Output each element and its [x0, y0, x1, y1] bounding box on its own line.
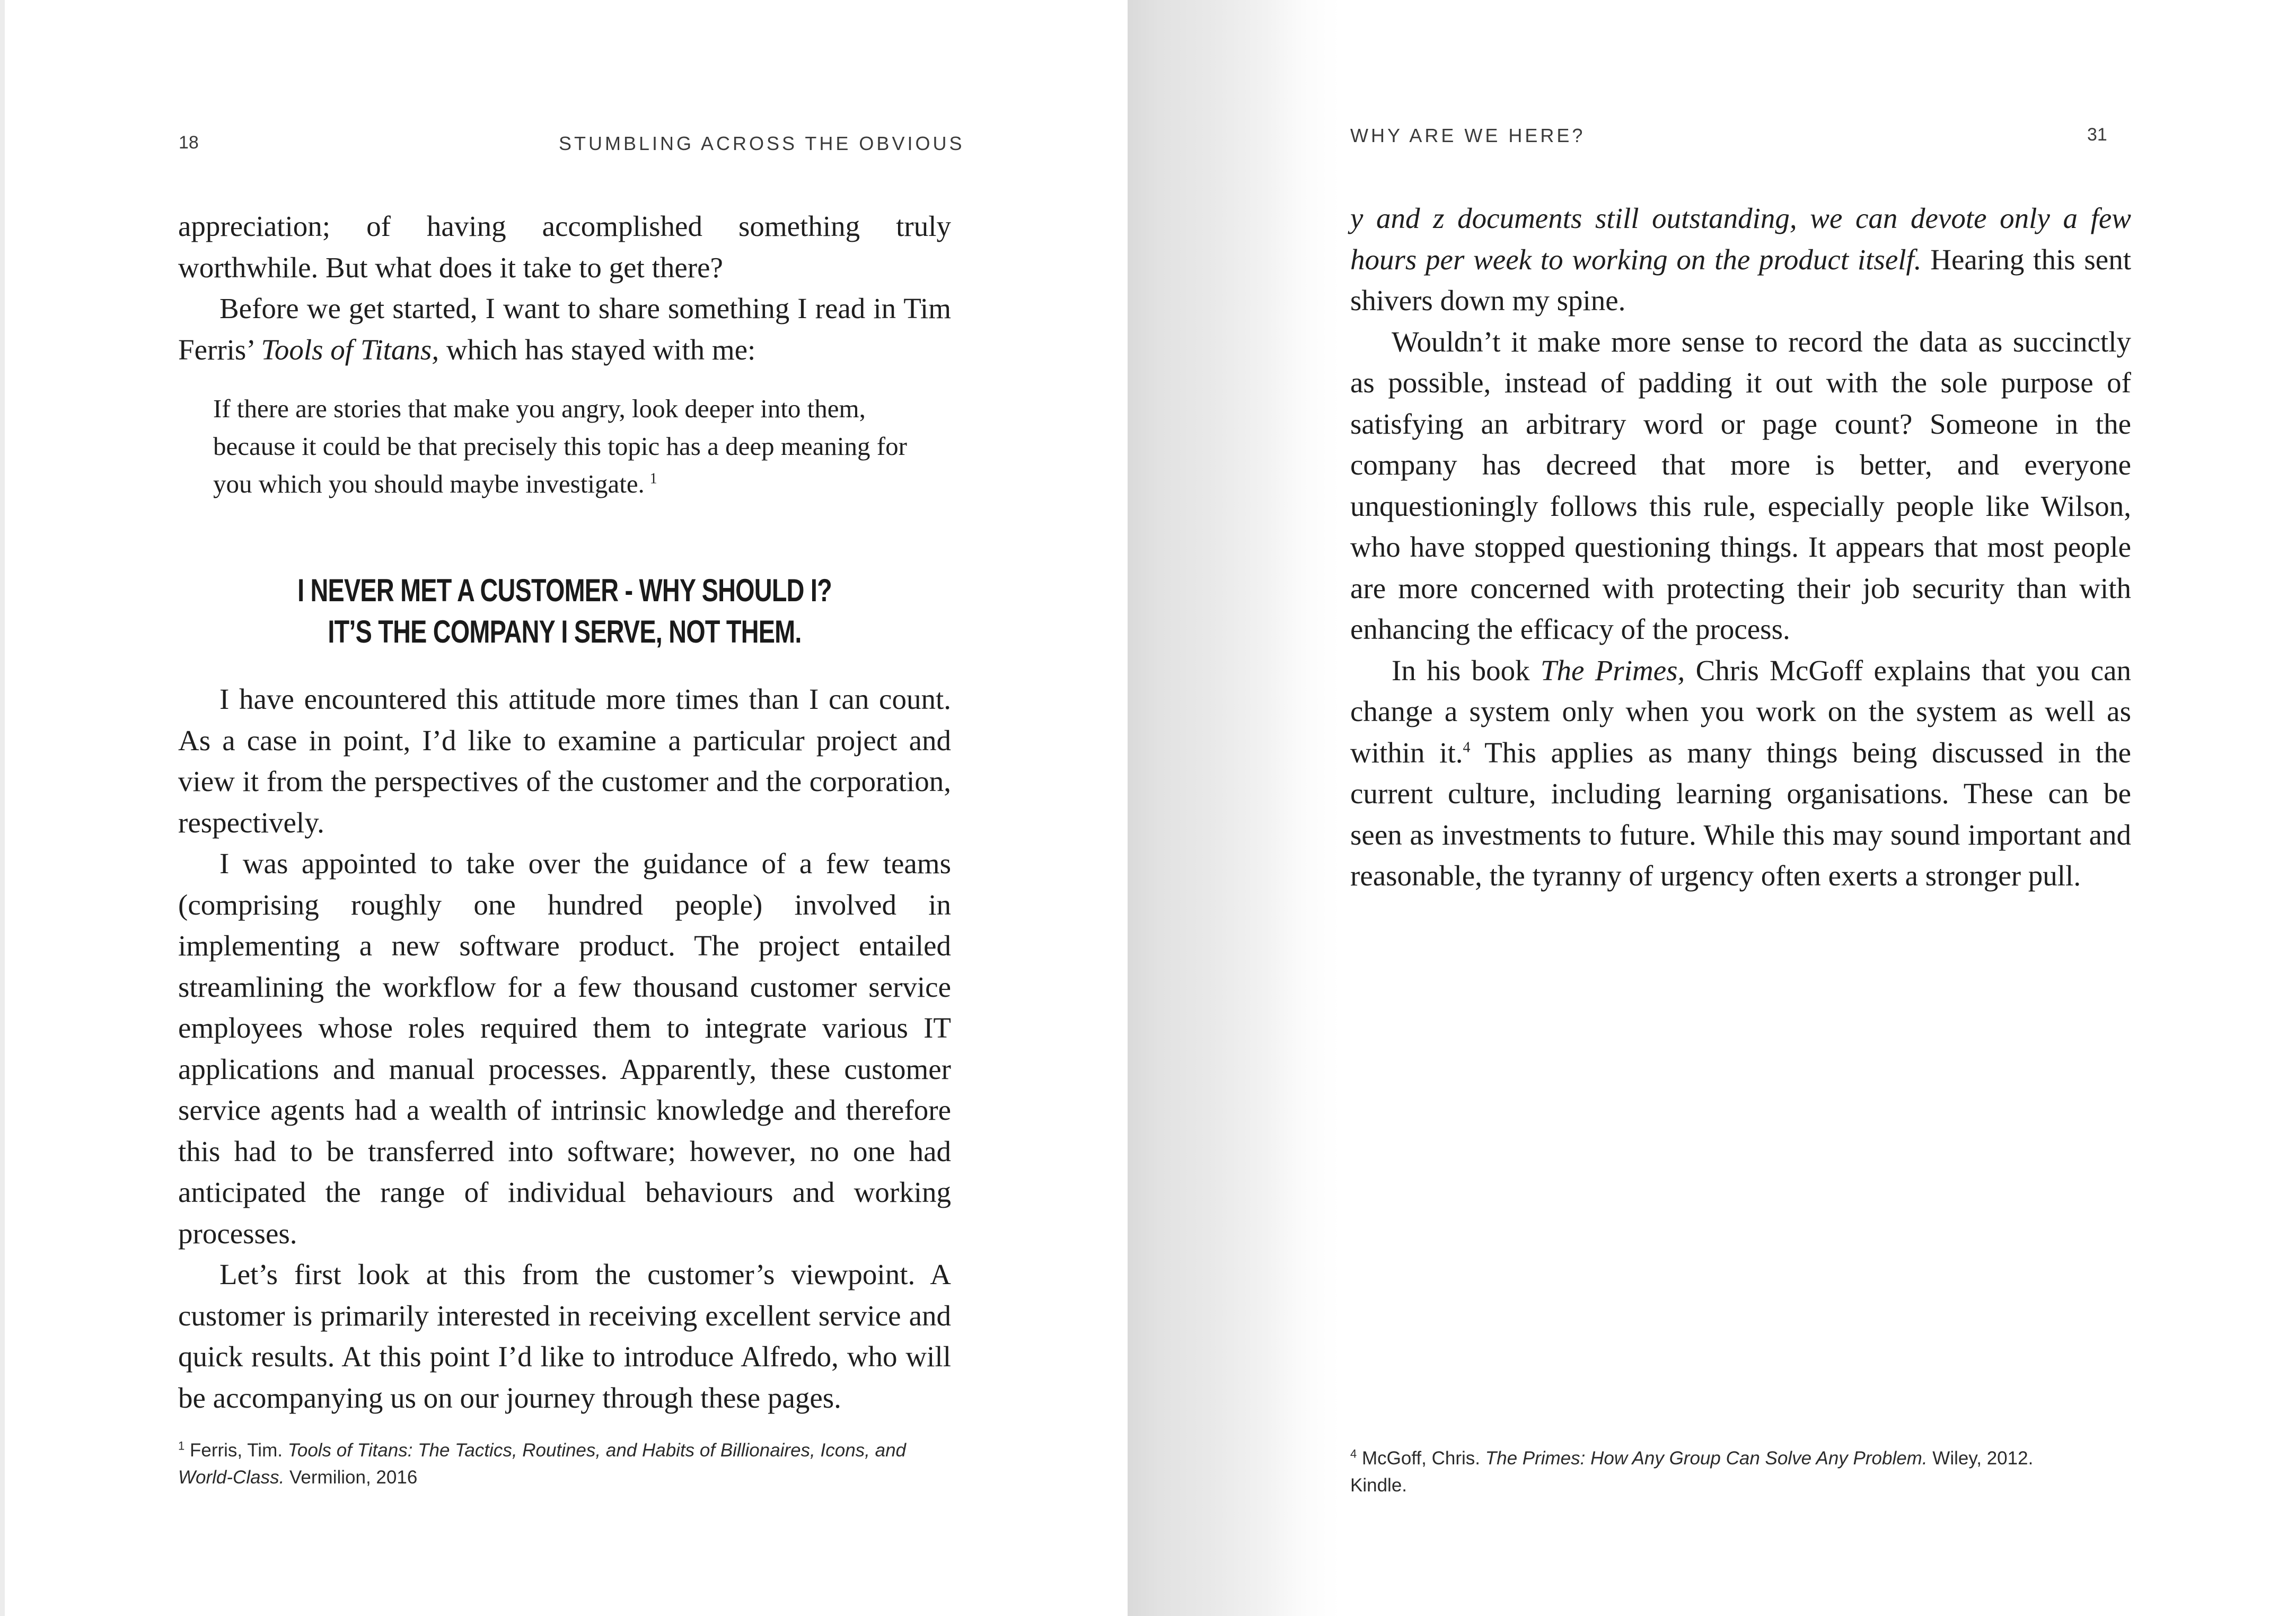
page-number: 18: [179, 133, 199, 153]
paragraph: Wouldn’t it make more sense to record the data as succinctly as possible, instead of padding it out with the sole purpose of satisfying an arbitrary word or page count? Someone in the company has decreed that more is better, and everyone unquestioningly follows this rule, especially people like Wilson, who have stopped questioning things. It appears that most people are more concerned with protecting their job security than with enhancing the efficacy of the process.: [1350, 325, 2131, 645]
heading-line-2: IT’S THE COMPANY I SERVE, NOT THEM.: [328, 614, 802, 649]
right-body: [1350, 198, 2131, 897]
book-title: Tools of Titans,: [261, 333, 439, 366]
footnote-marker: 1: [178, 1439, 185, 1453]
footnote-publisher: Vermilion, 2016: [284, 1467, 418, 1488]
quote-text: If there are stories that make you angry, look deeper into them, because it could be that precisely this topic has a deep meaning for you which you should maybe investigate.: [213, 394, 907, 498]
text-run: which has stayed with me:: [439, 333, 756, 366]
left-page: [5, 0, 1128, 1616]
footnote: [178, 1437, 957, 1491]
paragraph: I was appointed to take over the guidance of a few teams (comprising roughly one hundred people) involved in implementing a new software product. The project entailed streamlining the workflow for a few thousand customer service employees whose roles required them to integrate various IT applications and manual processes. Apparently, these customer service agents had a wealth of intrinsic knowledge and therefore this had to be transferred into software; however, no one had anticipated the range of individual behaviours and working processes.: [178, 847, 951, 1250]
paragraph: I have encountered this attitude more times than I can count. As a case in point, I’d like to examine a particular project and view it from the perspectives of the customer and the corporation, respectively.: [178, 683, 951, 839]
book-title: The Primes,: [1540, 654, 1685, 687]
quoted-speech: y and z documents still outstanding, we can devote only a few hours per week to working on the product itself.: [1350, 202, 2131, 276]
footnote-author: McGoff, Chris.: [1357, 1448, 1485, 1469]
left-body-top: [178, 206, 951, 370]
text-run: Hearing this sent shivers down my spine.: [1350, 243, 2131, 317]
blockquote: [213, 390, 913, 503]
text-run: Chris McGoff explains that you can change a system only when you work on the system as well as within it.: [1350, 654, 2131, 769]
running-head: STUMBLING ACROSS THE OBVIOUS: [559, 133, 965, 154]
running-head: WHY ARE WE HERE?: [1350, 125, 1586, 146]
text-run: Before we get started, I want to share something I read in Tim Ferris’: [178, 292, 951, 366]
pre-quote-paragraph: [178, 288, 951, 370]
footnote-ref[interactable]: 4: [1463, 739, 1471, 756]
heading-line-1: I NEVER MET A CUSTOMER - WHY SHOULD I?: [297, 573, 832, 608]
intro-paragraph: appreciation; of having accomplished something truly worthwhile. But what does it take to get there?: [178, 210, 951, 284]
paragraph: [1350, 650, 2131, 897]
footnote-publisher: Wiley, 2012. Kindle.: [1350, 1448, 2034, 1496]
page-number: 31: [2087, 125, 2107, 145]
continued-paragraph: [1350, 198, 2131, 321]
footnote-title: The Primes: How Any Group Can Solve Any Problem.: [1485, 1448, 1928, 1469]
text-run: This applies as many things being discussed in the current culture, including learning organisations. These can be seen as investments to future. While this may sound important and reasonable, the tyranny of urgency often exerts a stronger pull.: [1350, 736, 2131, 892]
page-edge-strip: [0, 0, 5, 1616]
footnote-author: Ferris, Tim.: [184, 1440, 288, 1461]
left-body-main: [178, 679, 951, 1418]
section-heading: [263, 570, 866, 653]
right-page: [1128, 0, 2296, 1616]
text-run: In his book: [1392, 654, 1541, 687]
footnote: [1350, 1445, 2092, 1499]
paragraph: Let’s first look at this from the customer’s viewpoint. A customer is primarily interested in receiving excellent service and quick results. At this point I’d like to introduce Alfredo, who will be accompanying us on our journey through these pages.: [178, 1258, 951, 1414]
footnote-ref[interactable]: 1: [649, 470, 657, 487]
footnote-marker: 4: [1350, 1447, 1357, 1461]
footnote-title: Tools of Titans: The Tactics, Routines, and Habits of Billionaires, Icons, and World-Class.: [178, 1440, 907, 1488]
